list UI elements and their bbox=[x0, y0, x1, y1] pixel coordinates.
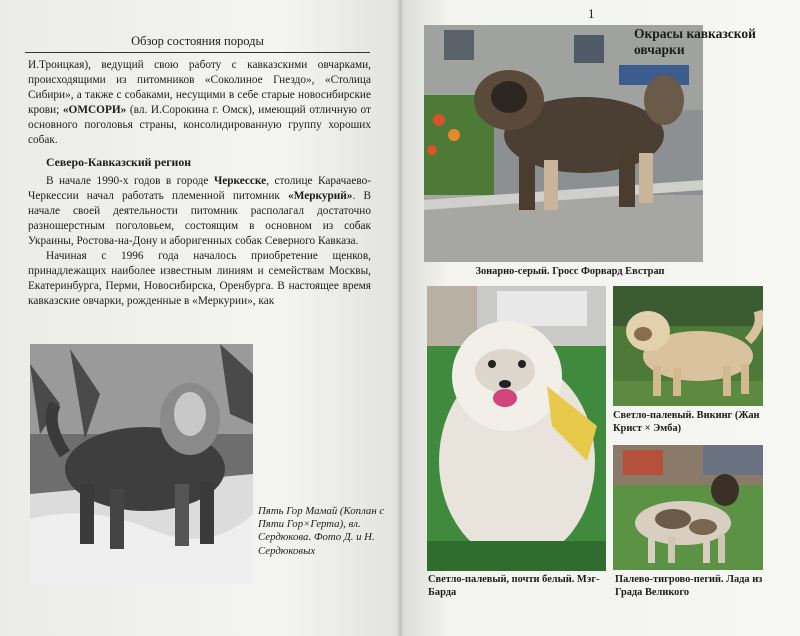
section-heading: Северо-Кавказский регион bbox=[46, 155, 192, 170]
running-head: Обзор состояния породы bbox=[131, 34, 264, 48]
kennel-name-omsori: «ОМСОРИ» bbox=[62, 103, 127, 116]
photo-zonal-grey-dog bbox=[424, 25, 703, 262]
bw-dog-photo bbox=[30, 344, 253, 584]
paragraph-2-text-a: В начале 1990-х годов в городе bbox=[46, 175, 214, 188]
caption-light-fawn-almost-white: Светло-палевый, почти белый. Мэг-Барда bbox=[428, 574, 600, 598]
page-number: 1 bbox=[588, 6, 595, 21]
paragraph-1-rest: (вл. И.Сорокина г. Омск), имеющий отличную от основного поголовья страны, консолидированную группу хороших собак. bbox=[28, 103, 371, 146]
city-name: Черкесске bbox=[213, 175, 267, 188]
paragraph-1-text: И.Троицкая), ведущий свою работу с кавказскими овчарками, происходящими из питомников «Соколиное Гнездо», «Столица Сибири», а также с собаками, несущими в себе старые новосибирские крови; bbox=[28, 59, 371, 116]
book-gutter bbox=[396, 0, 404, 636]
kennel-name-merkuriy: «Меркурий» bbox=[288, 190, 353, 203]
caption-zonal-grey: Зонарно-серый. Гросс Форвард Евстрап bbox=[475, 266, 665, 277]
paragraph-2-text-b: , столице Карачаево-Черкессии начал работать племенной питомник bbox=[28, 175, 371, 203]
section-title: Окрасы кавказской овчарки bbox=[634, 26, 756, 57]
body-text bbox=[28, 58, 371, 309]
photo-fawn-brindle-piebald-dog bbox=[613, 445, 763, 570]
photo-light-fawn-almost-white-dog bbox=[427, 286, 606, 571]
caption-light-fawn: Светло-палевый. Викинг (Жан Крист × Эмба) bbox=[613, 410, 760, 434]
photo-light-fawn-dog bbox=[613, 286, 763, 406]
header-rule bbox=[25, 52, 370, 53]
paragraph-2-text-c: . В начале своей деятельности питомник располагал достаточно разношерстным поголовьем, состоящим в основном из собак Украины, Ростова-на-Дону и аборигенных собак Северного Кавказа. bbox=[28, 190, 371, 247]
paragraph-1 bbox=[28, 58, 371, 147]
paragraph-2 bbox=[28, 174, 371, 249]
caption-fawn-brindle-piebald: Палево-тигрово-пегий. Лада из Града Великого bbox=[615, 574, 763, 598]
paragraph-3: Начиная с 1996 года началось приобретение щенков, принадлежащих наиболее известным линиям и семействам Москвы, Екатеринбурга, Перми, Новосибирска, Оренбурга. В настоящее время кавказские овчарки, рожденные в «Меркурии», как bbox=[28, 249, 371, 307]
bw-photo-caption: Пять Гор Мамай (Коплан с Пяти Гор×Герта), вл. Сердюкова. Фото Д. и Н. Сердюковых bbox=[258, 505, 385, 557]
